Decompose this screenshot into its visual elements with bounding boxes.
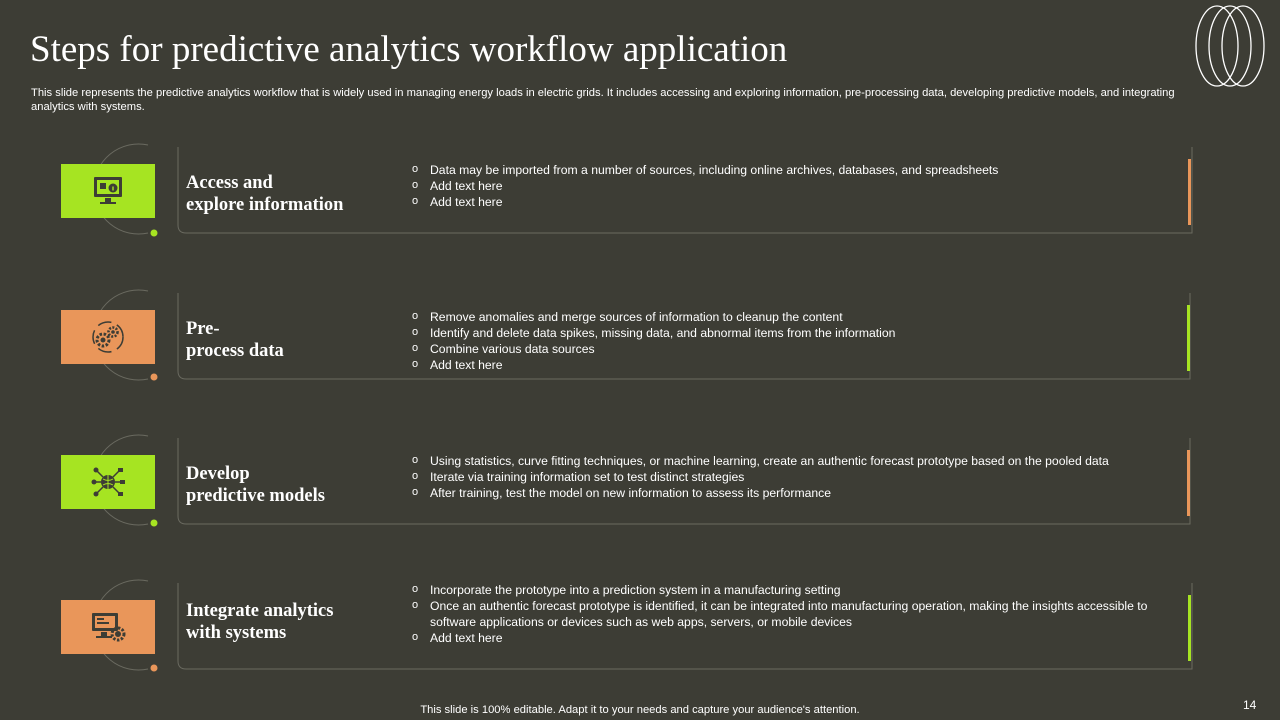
- step-access-explore: [0, 143, 1280, 263]
- step-heading-line2: process data: [186, 341, 284, 361]
- slide-footer: This slide is 100% editable. Adapt it to your needs and capture your audience's attention.: [420, 704, 860, 716]
- bullet-item: o Add text here: [412, 357, 895, 373]
- bullet-item: o After training, test the model on new information to assess its performance: [412, 485, 1109, 501]
- page-number: 14: [1243, 698, 1257, 712]
- step-bullets: [412, 582, 1172, 646]
- bullet-item: o Identify and delete data spikes, missing data, and abnormal items from the information: [412, 325, 895, 341]
- bullet-item: o Add text here: [412, 178, 998, 194]
- step-heading: [186, 463, 396, 507]
- step-integrate-systems: [0, 579, 1280, 699]
- step-preprocess: [0, 289, 1280, 409]
- step-icon-box: [61, 455, 155, 509]
- step-bullets: [412, 162, 998, 210]
- bullet-item: o Combine various data sources: [412, 341, 895, 357]
- bullet-item: o Once an authentic forecast prototype is identified, it can be integrated into manufacturing operation, making the insights accessible to software applications or devices such as web apps, servers, or mobile devices: [412, 598, 1172, 630]
- step-develop-models: [0, 434, 1280, 554]
- step-heading-line1: Integrate analytics: [186, 601, 334, 621]
- accent-bar: [1187, 305, 1190, 371]
- bullet-item: o Using statistics, curve fitting techniques, or machine learning, create an authentic forecast prototype based on the pooled data: [412, 453, 1109, 469]
- step-heading-line1: Access and: [186, 173, 273, 193]
- bullet-item: o Add text here: [412, 194, 998, 210]
- monitor-info-icon: [91, 175, 125, 207]
- step-bullets: [412, 309, 895, 373]
- step-heading: [186, 172, 396, 216]
- step-heading-line1: Pre-: [186, 319, 220, 339]
- accent-bar: [1188, 159, 1191, 225]
- rings-decoration-icon: [1190, 2, 1270, 92]
- step-bullets: [412, 453, 1109, 501]
- accent-bar: [1188, 595, 1191, 661]
- slide-title: Steps for predictive analytics workflow application: [30, 29, 788, 70]
- bullet-item: o Incorporate the prototype into a prediction system in a manufacturing setting: [412, 582, 1172, 598]
- bullet-item: o Data may be imported from a number of sources, including online archives, databases, and spreadsheets: [412, 162, 998, 178]
- step-heading-line2: predictive models: [186, 486, 325, 506]
- bullet-item: o Iterate via training information set to test distinct strategies: [412, 469, 1109, 485]
- step-heading-line1: Develop: [186, 464, 250, 484]
- step-icon-box: [61, 310, 155, 364]
- step-heading-line2: explore information: [186, 195, 344, 215]
- bullet-item: o Remove anomalies and merge sources of information to cleanup the content: [412, 309, 895, 325]
- step-icon-box: [61, 164, 155, 218]
- computer-gear-icon: [89, 610, 127, 644]
- step-icon-box: [61, 600, 155, 654]
- brain-network-icon: [89, 465, 127, 499]
- gears-cycle-icon: [90, 319, 126, 355]
- slide-subtitle: This slide represents the predictive analytics workflow that is widely used in managing energy loads in electric grids. It includes accessing and exploring information, pre-processing data, developing predictive models, and integrating analytics with systems.: [31, 87, 1175, 113]
- step-heading: [186, 318, 396, 362]
- step-heading: [186, 600, 396, 644]
- step-heading-line2: with systems: [186, 623, 287, 643]
- bullet-item: o Add text here: [412, 630, 1172, 646]
- accent-bar: [1187, 450, 1190, 516]
